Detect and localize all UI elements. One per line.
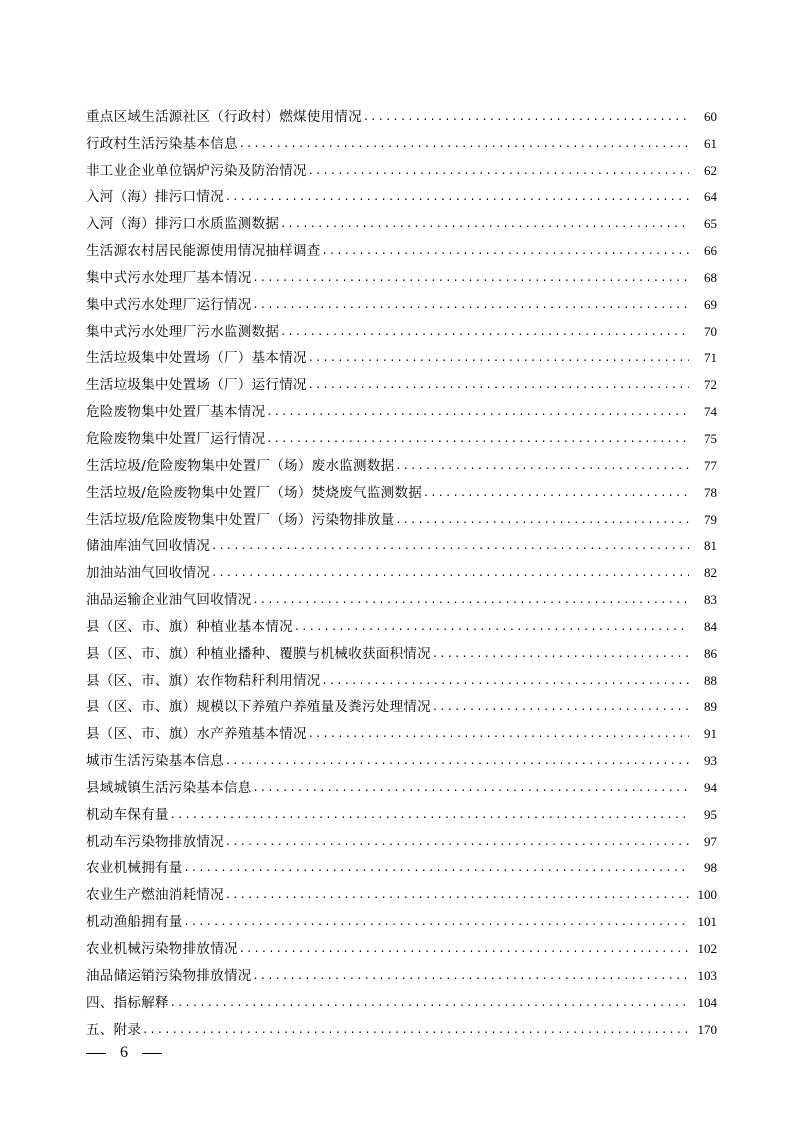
toc-entry-title: 生活垃圾集中处置场（厂）基本情况	[86, 350, 307, 367]
toc-entry-title: 机动车污染物排放情况	[86, 833, 224, 850]
toc-leader-dots	[212, 535, 689, 555]
toc-entry[interactable]	[86, 530, 717, 557]
toc-entry[interactable]	[86, 288, 717, 315]
toc-entry[interactable]	[86, 556, 717, 583]
toc-leader-dots	[240, 133, 689, 153]
toc-entry-page: 91	[704, 726, 717, 742]
toc-entry-page: 84	[704, 618, 717, 634]
toc-entry-title: 县（区、市、旗）种植业播种、覆膜与机械收获面积情况	[86, 645, 431, 662]
toc-entry-title: 油品储运销污染物排放情况	[86, 967, 252, 984]
toc-entry[interactable]	[86, 825, 717, 852]
page-footer	[86, 1044, 162, 1062]
toc-entry-title: 入河（海）排污口水质监测数据	[86, 216, 280, 233]
toc-leader-dots	[309, 723, 689, 743]
toc-entry-page: 89	[704, 699, 717, 715]
toc-entry[interactable]	[86, 234, 717, 261]
toc-entry[interactable]	[86, 959, 717, 986]
toc-entry-page: 60	[704, 108, 717, 124]
toc-leader-dots	[254, 777, 689, 797]
toc-entry-page: 78	[704, 484, 717, 500]
toc-entry-title: 机动车保有量	[86, 806, 169, 823]
toc-leader-dots	[226, 750, 689, 770]
toc-entry-title: 生活垃圾/危险废物集中处置厂（场）污染物排放量	[86, 511, 395, 528]
toc-entry[interactable]	[86, 1013, 717, 1040]
toc-entry-page: 104	[697, 994, 717, 1010]
toc-entry-title: 县域城镇生活污染基本信息	[86, 779, 252, 796]
toc-entry[interactable]	[86, 342, 717, 369]
toc-entry-title: 加油站油气回收情况	[86, 565, 211, 582]
toc-entry[interactable]	[86, 449, 717, 476]
toc-entry-title: 行政村生活污染基本信息	[86, 135, 238, 152]
toc-leader-dots	[309, 160, 689, 180]
toc-entry[interactable]	[86, 100, 717, 127]
toc-leader-dots	[254, 267, 689, 287]
toc-entry-page: 94	[704, 779, 717, 795]
toc-entry-page: 74	[704, 404, 717, 420]
toc-entry[interactable]	[86, 207, 717, 234]
toc-entry[interactable]	[86, 261, 717, 288]
toc-leader-dots	[254, 294, 689, 314]
toc-leader-dots	[323, 670, 689, 690]
toc-leader-dots	[281, 321, 689, 341]
toc-entry[interactable]	[86, 476, 717, 503]
toc-entry[interactable]	[86, 610, 717, 637]
toc-leader-dots	[254, 965, 689, 985]
toc-entry-title: 油品运输企业油气回收情况	[86, 592, 252, 609]
toc-entry-title: 危险废物集中处置厂运行情况	[86, 430, 266, 447]
toc-entry-title: 非工业企业单位锅炉污染及防治情况	[86, 162, 307, 179]
toc-entry-page: 77	[704, 457, 717, 473]
toc-leader-dots	[295, 616, 689, 636]
toc-entry-title: 农业生产燃油消耗情况	[86, 887, 224, 904]
toc-entry[interactable]	[86, 315, 717, 342]
toc-entry[interactable]	[86, 181, 717, 208]
toc-entry-title: 生活垃圾集中处置场（厂）运行情况	[86, 377, 307, 394]
toc-entry[interactable]	[86, 154, 717, 181]
toc-entry[interactable]	[86, 503, 717, 530]
toc-entry-page: 93	[704, 753, 717, 769]
toc-entry-page: 100	[697, 887, 717, 903]
toc-entry[interactable]	[86, 852, 717, 879]
table-of-contents	[86, 100, 717, 1040]
toc-entry-page: 71	[704, 350, 717, 366]
toc-entry-page: 64	[704, 189, 717, 205]
toc-entry-title: 县（区、市、旗）水产养殖基本情况	[86, 726, 307, 743]
toc-entry-title: 县（区、市、旗）农作物秸秆利用情况	[86, 672, 321, 689]
toc-leader-dots	[323, 240, 689, 260]
toc-entry-page: 75	[704, 430, 717, 446]
toc-entry-title: 四、指标解释	[86, 994, 169, 1011]
toc-leader-dots	[433, 643, 689, 663]
toc-entry[interactable]	[86, 798, 717, 825]
toc-entry-page: 170	[697, 1021, 717, 1037]
page-number: 6	[120, 1044, 128, 1061]
toc-entry-page: 103	[697, 967, 717, 983]
toc-entry-title: 入河（海）排污口情况	[86, 189, 224, 206]
toc-entry-title: 机动渔船拥有量	[86, 914, 183, 931]
toc-entry-title: 农业机械污染物排放情况	[86, 941, 238, 957]
toc-entry-page: 95	[704, 806, 717, 822]
toc-entry-title: 储油库油气回收情况	[86, 538, 211, 555]
toc-entry-title: 农业机械拥有量	[86, 860, 183, 877]
footer-dash-left	[86, 1053, 106, 1054]
toc-entry-title: 生活源农村居民能源使用情况抽样调查	[86, 243, 321, 260]
toc-leader-dots	[226, 186, 689, 206]
toc-entry-page: 69	[704, 296, 717, 312]
toc-leader-dots	[309, 347, 689, 367]
toc-leader-dots	[212, 562, 689, 582]
toc-entry-page: 88	[704, 672, 717, 688]
toc-entry[interactable]	[86, 583, 717, 610]
toc-entry[interactable]	[86, 744, 717, 771]
toc-entry[interactable]	[86, 691, 717, 718]
toc-entry[interactable]	[86, 905, 717, 932]
toc-entry[interactable]	[86, 422, 717, 449]
toc-entry-page: 72	[704, 377, 717, 393]
toc-leader-dots	[171, 992, 689, 1012]
toc-entry-title: 生活垃圾/危险废物集中处置厂（场）焚烧废气监测数据	[86, 484, 423, 501]
toc-entry-page: 65	[704, 216, 717, 232]
toc-entry-title: 集中式污水处理厂运行情况	[86, 296, 252, 313]
toc-entry-page: 98	[704, 860, 717, 876]
toc-entry-page: 66	[704, 243, 717, 259]
toc-entry[interactable]	[86, 771, 717, 798]
toc-entry-page: 61	[704, 135, 717, 151]
toc-leader-dots	[143, 1019, 689, 1039]
toc-entry-page: 68	[704, 269, 717, 285]
toc-entry-title: 城市生活污染基本信息	[86, 753, 224, 770]
toc-entry[interactable]	[86, 637, 717, 664]
toc-leader-dots	[185, 911, 689, 931]
toc-entry-page: 81	[704, 538, 717, 554]
toc-leader-dots	[396, 455, 689, 475]
toc-entry[interactable]	[86, 932, 717, 959]
toc-entry[interactable]	[86, 717, 717, 744]
toc-leader-dots	[185, 857, 689, 877]
toc-leader-dots	[171, 804, 689, 824]
toc-entry-title: 集中式污水处理厂基本情况	[86, 269, 252, 286]
toc-entry[interactable]	[86, 127, 717, 154]
toc-entry-page: 86	[704, 645, 717, 661]
toc-entry-page: 62	[704, 162, 717, 178]
toc-leader-dots	[396, 509, 689, 529]
toc-entry-title: 集中式污水处理厂污水监测数据	[86, 323, 280, 340]
toc-entry[interactable]	[86, 986, 717, 1013]
toc-entry-page: 70	[704, 323, 717, 339]
toc-entry[interactable]	[86, 878, 717, 905]
toc-entry-page: 83	[704, 592, 717, 608]
toc-leader-dots	[267, 401, 689, 421]
toc-entry-title: 危险废物集中处置厂基本情况	[86, 404, 266, 421]
toc-entry[interactable]	[86, 395, 717, 422]
toc-entry-title: 重点区域生活源社区（行政村）燃煤使用情况	[86, 108, 362, 125]
toc-entry[interactable]	[86, 664, 717, 691]
toc-entry-page: 101	[697, 914, 717, 930]
toc-leader-dots	[226, 884, 689, 904]
toc-entry-title: 县（区、市、旗）规模以下养殖户养殖量及粪污处理情况	[86, 699, 431, 716]
toc-entry-title: 县（区、市、旗）种植业基本情况	[86, 618, 293, 635]
toc-leader-dots	[226, 831, 689, 851]
toc-entry-page: 79	[704, 511, 717, 527]
toc-leader-dots	[267, 428, 689, 448]
toc-leader-dots	[433, 696, 689, 716]
toc-leader-dots	[240, 938, 689, 958]
toc-leader-dots	[424, 482, 689, 502]
toc-leader-dots	[364, 106, 689, 126]
toc-leader-dots	[309, 374, 689, 394]
footer-dash-right	[142, 1053, 162, 1054]
toc-entry[interactable]	[86, 368, 717, 395]
toc-entry-page: 97	[704, 833, 717, 849]
toc-entry-title: 生活垃圾/危险废物集中处置厂（场）废水监测数据	[86, 457, 395, 474]
toc-leader-dots	[254, 589, 689, 609]
toc-entry-page: 82	[704, 565, 717, 581]
toc-entry-page: 102	[697, 941, 717, 956]
toc-entry-title: 五、附录	[86, 1021, 142, 1038]
toc-leader-dots	[281, 213, 689, 233]
